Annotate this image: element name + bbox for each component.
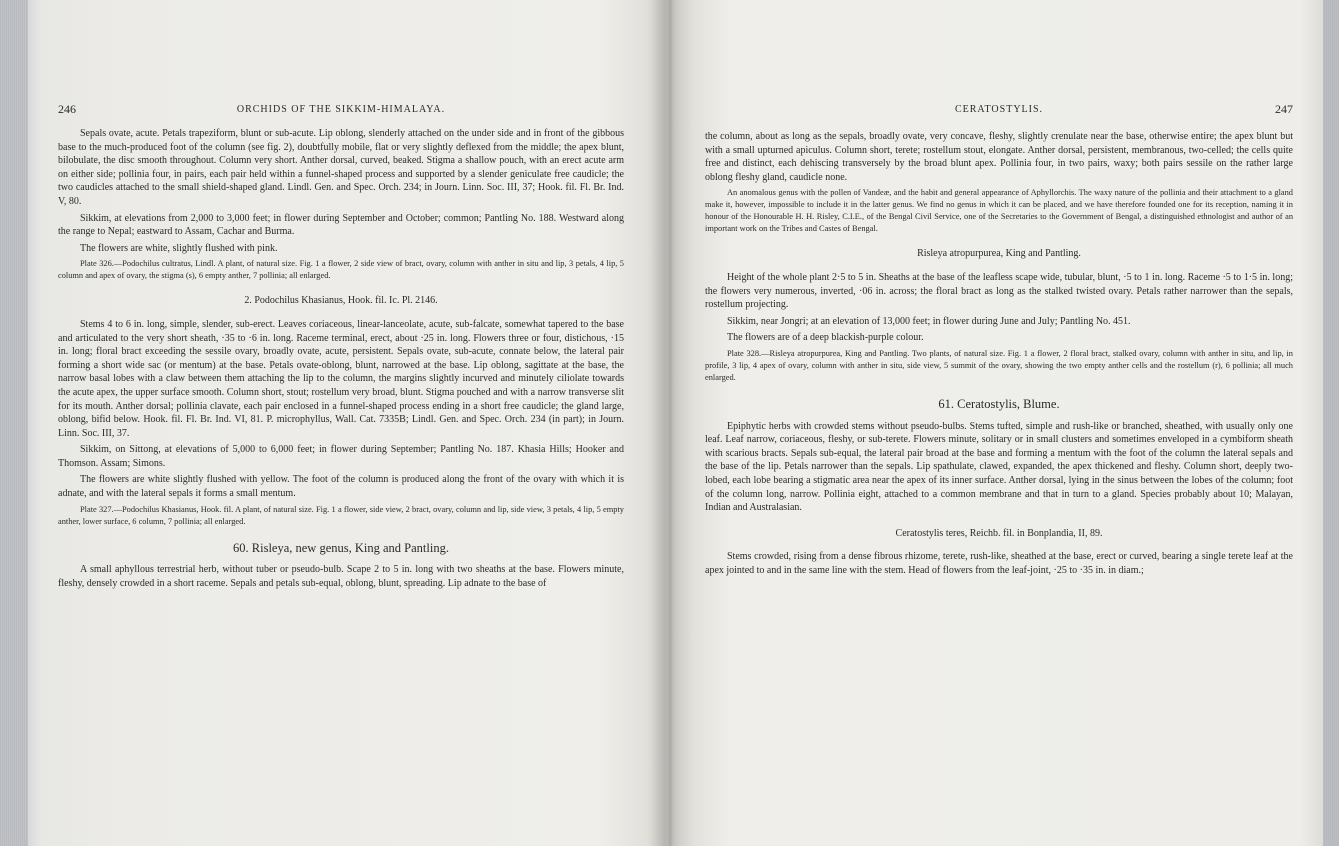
book-gutter xyxy=(646,0,694,846)
paragraph: Sepals ovate, acute. Petals trapeziform, blunt or sub-acute. Lip oblong, slenderly attached on the under side and in front of the gibbous base to the much-produced foot of the column (see fig. 2), doubtfully mobile, flat or very slightly deflexed from the middle; the apex blunt, bilobulate, the disc smooth throughout. Column very short. Anther dorsal, curved, beaked. Stigma a shallow pouch, with an erect acute arm on either side; pollinia four, in pairs, each pair held within a funnel-shaped process and supported by a slender geniculate free caudicle; the two caudicles attached to the small shield-shaped gland. Lindl. Gen. and Spec. Orch. 234; in Journ. Linn. Soc. III, 37; Hook. fil. Fl. Br. Ind. V, 80. xyxy=(58,128,624,207)
right-running-head: CERATOSTYLIS. xyxy=(954,104,1044,115)
paragraph: Sikkim, near Jongri; at an elevation of 13,000 feet; in flower during June and July; Pantling No. 451. xyxy=(727,315,1131,327)
paragraph: The flowers are white, slightly flushed with pink. xyxy=(80,242,278,254)
left-running-header xyxy=(58,104,624,122)
right-page-body xyxy=(705,130,1293,580)
paragraph: Epiphytic herbs with crowded stems without pseudo-bulbs. Stems tufted, simple and rush-like or branched, sheathed, with usually only one leaf. Leaf narrow, coriaceous, fleshy, or sub-terete. Flowers minute, solitary or in small clusters and sometimes enveloped in a cymbiform sheath with scarious bracts. Sepals sub-equal, the lateral pair broad at the base and forming a mentum with the foot of the column the lateral sepals and the base of the lip. Petals narrower than the sepals. Lip spathulate, clawed, expanded, the apex thickened and fleshy. Column short, deeply two-lobed, each lobe bearing a stigmatic area near the apex of its inner surface. Anther dorsal, lying in the sinus between the lobes of the column; foot of the column long, narrow. Pollinia eight, attached to a common membrane and that in turn to a gland. Species probably about 10; Malayan, Indian and Australasian. xyxy=(705,420,1293,514)
paragraph: The flowers are of a deep blackish-purple colour. xyxy=(727,332,924,344)
paragraph: Stems crowded, rising from a dense fibrous rhizome, terete, rush-like, sheathed at the base, erect or curved, bearing a single terete leaf at the apex jointed to and in the same line with the stem. Head of flowers from the leaf-joint, ·25 to ·35 in. in diam.; xyxy=(705,551,1293,576)
species-heading: Risleya atropurpurea, King and Pantling. xyxy=(917,248,1081,260)
paragraph: Sikkim, on Sittong, at elevations of 5,000 to 6,000 feet; in flower during September; Pantling No. 187. Khasia Hills; Hooker and Thomson. Assam; Simons. xyxy=(58,444,624,469)
right-running-header xyxy=(705,104,1293,122)
right-page-number: 247 xyxy=(1275,102,1293,116)
paragraph: the column, about as long as the sepals, broadly ovate, very concave, fleshy, slightly crenulate near the base, otherwise entire; the apex blunt but with a small upturned apiculus. Column short, terete; rostellum stout, elongate. Anther dorsal, persistent, membranous, two-celled; the cells quite free and distinct, each dehiscing transversely by the broad blunt apex. Pollinia four, in two pairs, waxy; both pairs sessile on the rather large oblong fleshy gland, caudicle none. xyxy=(705,131,1293,183)
plate-caption-328: Plate 328.—Risleya atropurpurea, King and Pantling. Two plants, of natural size. Fig. 1 a flower, 2 floral bract, stalked ovary, column with anther in situ, and lip, in profile, 3 lip, 4 apex of ovary, column with anther in situ, side view, 5 summit of the ovary, showing the two empty anther cells and the rostellum (r), 6 pollinia; all much enlarged. xyxy=(705,348,1293,382)
page-edges-right xyxy=(1323,0,1339,846)
paragraph: Height of the whole plant 2·5 to 5 in. Sheaths at the base of the leafless scape wide, tubular, blunt, ·5 to 1 in. long. Raceme ·5 to 1·5 in. long; the flowers very numerous, inverted, ·06 in. across; the floral bract as long as the stalked twisted ovary. Petals rather narrower than the sepals, rostellum projecting. xyxy=(705,271,1293,311)
page-edges-left xyxy=(0,0,28,846)
left-running-head: ORCHIDS OF THE SIKKIM-HIMALAYA. xyxy=(236,104,446,115)
left-page-body xyxy=(58,127,624,593)
genus-heading: 61. Ceratostylis, Blume. xyxy=(938,396,1060,411)
species-heading: Ceratostylis teres, Reichb. fil. in Bonplandia, II, 89. xyxy=(895,527,1103,539)
paragraph: The flowers are white slightly flushed with yellow. The foot of the column is produced along the front of the ovary with which it is adnate, and with the lateral sepals it forms a small mentum. xyxy=(58,474,624,500)
species-heading: 2. Podochilus Khasianus, Hook. fil. Ic. Pl. 2146. xyxy=(244,295,438,307)
genus-note: An anomalous genus with the pollen of Vandeæ, and the habit and general appearance of Aphyllorchis. The waxy nature of the pollinia and their attachment to a gland make it, however, impossible to include it in the latter genus. We find no genus in which it can be placed, and we have therefore founded one for its reception, naming it in honour of the Honourable H. H. Risley, C.I.E., of the Bengal Civil Service, one of the Secretaries to the Government of Bengal, a distinguished ethnologist and author of an important work on the Tribes and Castes of Bengal. xyxy=(705,188,1293,234)
genus-heading: 60. Risleya, new genus, King and Pantling. xyxy=(233,540,449,555)
plate-caption-326: Plate 326.—Podochilus cultratus, Lindl. A plant, of natural size. Fig. 1 a flower, 2 side view of bract, ovary, column with anther in situ and lip, 3 petals, 4 lip, 5 column and apex of ovary, the stigma (s), 6 empty anther, 7 pollinia; all enlarged. xyxy=(58,259,624,281)
paragraph: Stems 4 to 6 in. long, simple, slender, sub-erect. Leaves coriaceous, linear-lanceolate, acute, sub-falcate, somewhat tapered to the base and articulated to the very short sheath, ·35 to ·6 in. long. Raceme terminal, erect, about ·25 in. long. Flowers three or four, distichous, ·15 in. long; floral bract exceeding the sessile ovary, broadly ovate, acute, persistent. Sepals ovate, sub-acute, connate below, the lateral pair forming a short wide sac (or mentum) at the base. Petals ovate-oblong, blunt, narrowed at the base. Lip oblong, sagittate at the base, the narrow basal lobes with a claw between them attaching the lip to the column, the margins slightly incurved and minutely ciliolate towards the acute apex, the upper surface smooth. Column short, stout; rostellum very broad, blunt. Stigma pouched and with a narrow transverse slit for its mouth. Anther dorsal; pollinia clavate, each pair enclosed in a funnel-shaped process ending in a short free caudicle; the gland large, oblong, bifid below. Hook. fil. Fl. Br. Ind. VI, 81. P. microphyllus, Wall. Cat. 7335B; Lindl. Gen. and Spec. Orch. 234 (in part); in Journ. Linn. Soc. III, 37. xyxy=(58,318,624,439)
paragraph: A small aphyllous terrestrial herb, without tuber or pseudo-bulb. Scape 2 to 5 in. long with two sheaths at the base. Flowers minute, fleshy, densely crowded in a short raceme. Sepals and petals sub-equal, oblong, blunt, spreading. Lip adnate to the base of xyxy=(58,564,624,589)
plate-caption-327: Plate 327.—Podochilus Khasianus, Hook. fil. A plant, of natural size. Fig. 1 a flower, side view, 2 bract, ovary, column and lip, side view, 3 petals, 4 lip, 5 empty anther, lower surface, 6 column, 7 pollinia; all enlarged. xyxy=(58,504,624,526)
left-page-number: 246 xyxy=(58,102,76,116)
paragraph: Sikkim, at elevations from 2,000 to 3,000 feet; in flower during September and October; common; Pantling No. 188. Westward along the range to Nepal; eastward to Assam, Cachar and Burma. xyxy=(58,212,624,238)
